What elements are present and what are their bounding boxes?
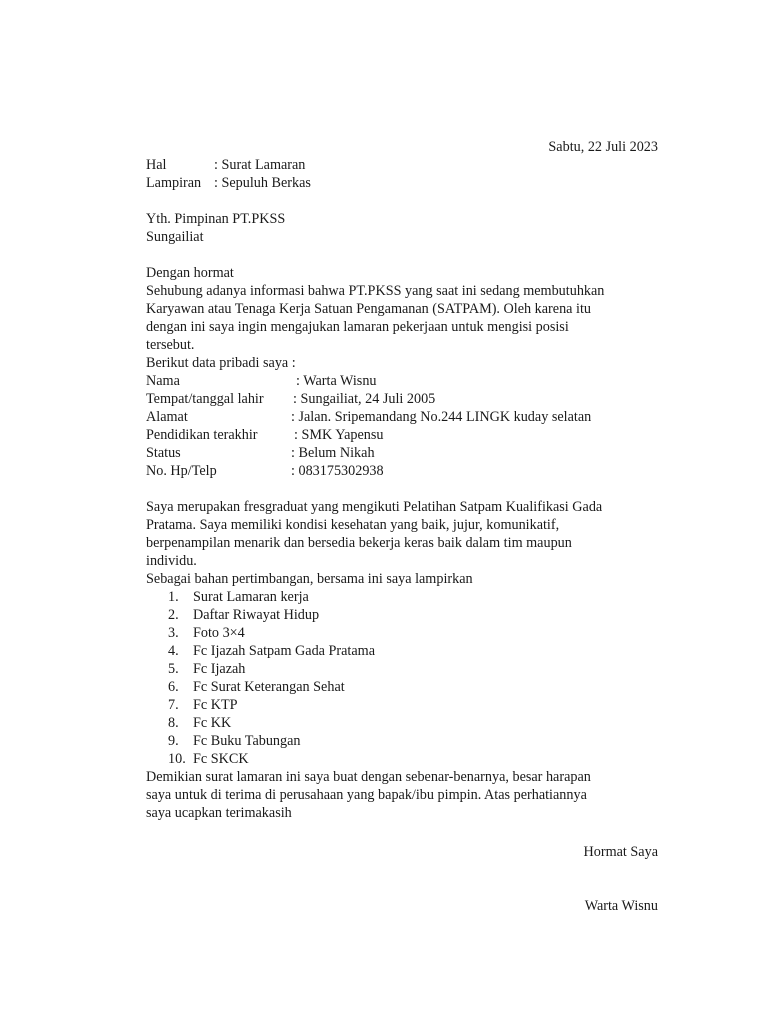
list-item-number: 10. (168, 751, 186, 767)
body-line-3: berpenampilan menarik dan bersedia bekerja keras baik dalam tim maupun (146, 535, 572, 551)
list-item: Fc Ijazah Satpam Gada Pratama (193, 643, 375, 659)
list-item: Fc KTP (193, 697, 238, 713)
list-item-number: 9. (168, 733, 179, 749)
letter-date: Sabtu, 22 Juli 2023 (548, 139, 658, 155)
body-line-1: Saya merupakan fresgraduat yang mengikuti Pelatihan Satpam Kualifikasi Gada (146, 499, 603, 515)
list-item-number: 1. (168, 589, 179, 605)
body-line-2: Pratama. Saya memiliki kondisi kesehatan yang baik, jujur, komunikatif, (146, 517, 560, 533)
personal-value-status: : Belum Nikah (291, 445, 375, 461)
subject-value: : Surat Lamaran (214, 157, 306, 173)
list-item-number: 8. (168, 715, 179, 731)
list-item-number: 6. (168, 679, 179, 695)
personal-label-education: Pendidikan terakhir (146, 427, 258, 443)
personal-value-address: : Jalan. Sripemandang No.244 LINGK kuday selatan (291, 409, 592, 425)
list-item: Fc SKCK (193, 751, 249, 767)
list-item-number: 2. (168, 607, 179, 623)
recipient-line-2: Sungailiat (146, 229, 204, 245)
list-item-number: 3. (168, 625, 179, 641)
closing-line-3: saya ucapkan terimakasih (146, 805, 292, 821)
personal-label-name: Nama (146, 373, 180, 389)
closing-line-2: saya untuk di terima di perusahaan yang bapak/ibu pimpin. Atas perhatiannya (146, 787, 587, 803)
list-item: Fc Buku Tabungan (193, 733, 301, 749)
personal-value-phone: : 083175302938 (291, 463, 384, 479)
list-item: Fc Surat Keterangan Sehat (193, 679, 345, 695)
list-item-number: 5. (168, 661, 179, 677)
intro-line-3: dengan ini saya ingin mengajukan lamaran pekerjaan untuk mengisi posisi (146, 319, 569, 335)
list-item-number: 4. (168, 643, 179, 659)
list-item: Fc KK (193, 715, 232, 731)
list-item: Daftar Riwayat Hidup (193, 607, 320, 623)
subject-label: Hal (146, 157, 167, 173)
personal-label-status: Status (146, 445, 181, 461)
greeting: Dengan hormat (146, 265, 234, 281)
attachment-label: Lampiran (146, 175, 202, 191)
personal-value-name: : Warta Wisnu (296, 373, 377, 389)
closing-line-1: Demikian surat lamaran ini saya buat dengan sebenar-benarnya, besar harapan (146, 769, 591, 785)
intro-line-1: Sehubung adanya informasi bahwa PT.PKSS yang saat ini sedang membutuhkan (146, 283, 605, 299)
attachments-intro: Sebagai bahan pertimbangan, bersama ini saya lampirkan (146, 571, 473, 587)
list-item: Foto 3×4 (193, 625, 245, 641)
list-item: Surat Lamaran kerja (193, 589, 309, 605)
personal-label-birth: Tempat/tanggal lahir (146, 391, 264, 407)
list-item: Fc Ijazah (193, 661, 246, 677)
list-item-number: 7. (168, 697, 179, 713)
intro-line-2: Karyawan atau Tenaga Kerja Satuan Pengamanan (SATPAM). Oleh karena itu (146, 301, 591, 317)
body-line-4: individu. (146, 553, 197, 569)
personal-data-intro: Berikut data pribadi saya : (146, 355, 296, 371)
personal-label-phone: No. Hp/Telp (146, 463, 217, 479)
personal-value-birth: : Sungailiat, 24 Juli 2005 (293, 391, 436, 407)
personal-label-address: Alamat (146, 409, 188, 425)
intro-line-4: tersebut. (146, 337, 195, 353)
attachment-value: : Sepuluh Berkas (214, 175, 311, 191)
personal-value-education: : SMK Yapensu (294, 427, 384, 443)
signoff: Hormat Saya (583, 844, 658, 860)
signature-name: Warta Wisnu (584, 898, 658, 914)
recipient-line-1: Yth. Pimpinan PT.PKSS (146, 211, 286, 227)
